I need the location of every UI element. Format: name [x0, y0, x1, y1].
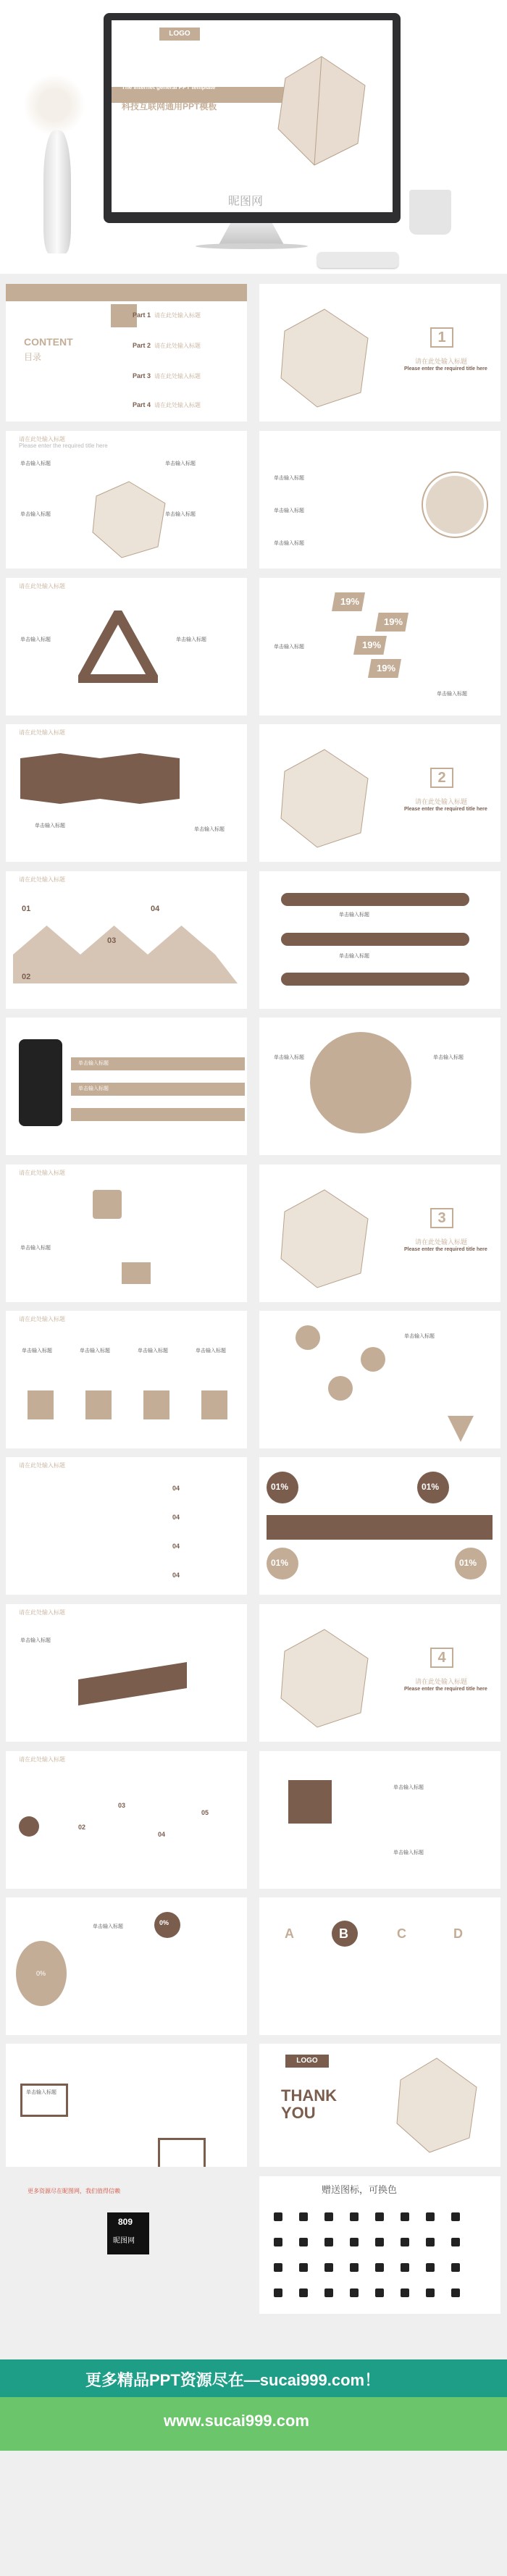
badge-bottom: 昵图网	[113, 2237, 135, 2245]
part-2-text: 请在此处输入标题	[154, 343, 201, 349]
slide-title: 请在此处输入标题	[19, 1609, 65, 1616]
wifi-icon	[299, 2288, 308, 2297]
label-2: 单击输入标题	[194, 827, 225, 832]
slide-fold-banner	[6, 724, 247, 862]
label-1: 单击输入标题	[20, 637, 51, 642]
label-1: 单击输入标题	[393, 1785, 424, 1790]
small-percent-2: 0%	[159, 1919, 169, 1926]
headphones-icon	[274, 2212, 282, 2221]
phone-icon	[299, 2238, 308, 2246]
slide-icons	[259, 2176, 500, 2314]
lock-icon	[299, 2212, 308, 2221]
letter-c: C	[397, 1926, 406, 1941]
part-4-label: Part 4	[133, 401, 151, 408]
puzzle-icon	[288, 1780, 332, 1824]
label-1: 单击输入标题	[274, 645, 304, 650]
hero-watermark: 昵图网	[228, 196, 264, 208]
label-2: 单击输入标题	[274, 508, 304, 513]
mail-icon	[401, 2212, 409, 2221]
percent-box-4: 01%	[459, 1558, 477, 1568]
slide-laptop	[6, 2044, 247, 2167]
percent-box-3: 01%	[271, 1558, 289, 1568]
box-icon	[93, 1190, 122, 1219]
percent-1: 19%	[340, 596, 360, 607]
bell-icon	[375, 2263, 384, 2272]
section-title: 请在此处输入标题	[415, 798, 468, 805]
label-1: 单击输入标题	[35, 823, 65, 828]
slide-title: 请在此处输入标题	[19, 436, 65, 442]
flag-icon	[401, 2263, 409, 2272]
slide-shopping	[6, 1165, 247, 1302]
section-title: 请在此处输入标题	[415, 1238, 468, 1246]
label-2: 单击输入标题	[339, 954, 369, 959]
part-4-text: 请在此处输入标题	[154, 402, 201, 408]
user-icon	[426, 2212, 435, 2221]
share-icon	[274, 2263, 282, 2272]
slide-title: 请在此处输入标题	[19, 1170, 65, 1176]
download-icon	[451, 2238, 460, 2246]
monitor-stand	[219, 223, 284, 245]
part-1-text: 请在此处输入标题	[154, 312, 201, 319]
star-icon	[375, 2238, 384, 2246]
label-1: 单击输入标题	[20, 1638, 51, 1643]
polygon-graphic	[267, 1179, 382, 1295]
gear-icon	[324, 2212, 333, 2221]
slide-puzzle	[259, 1751, 500, 1889]
letter-a: A	[285, 1926, 294, 1941]
footer-note: 更多资源尽在昵图网，我们值得信赖	[28, 2188, 120, 2194]
contents-heading: CONTENT	[24, 336, 73, 348]
slide-triangles	[6, 871, 247, 1009]
flower-image	[14, 72, 94, 138]
promo-text: 更多精品PPT资源尽在—sucai999.com！	[85, 2371, 381, 2389]
chart-icon	[274, 2238, 282, 2246]
video-icon	[426, 2288, 435, 2297]
hero-subtitle: The internet general PPT template	[122, 84, 216, 91]
part-3-label: Part 3	[133, 372, 151, 379]
label-4: 单击输入标题	[165, 512, 196, 517]
label-1: 单击输入标题	[339, 912, 369, 918]
step-4: 04	[172, 1572, 180, 1579]
promo-url[interactable]: www.sucai999.com	[164, 2412, 309, 2430]
part-2-label: Part 2	[133, 342, 151, 349]
slide-circle-nodes	[259, 431, 500, 569]
tag-icon	[375, 2288, 384, 2297]
percent-4: 19%	[377, 663, 396, 674]
slide-section-2	[259, 724, 500, 862]
vase-image	[43, 130, 71, 253]
battery-icon	[274, 2288, 282, 2297]
cloud-icon	[350, 2212, 359, 2221]
polygon-graphic	[267, 739, 382, 855]
slide-title: 请在此处输入标题	[19, 729, 65, 736]
label-2: 单击输入标题	[80, 1348, 110, 1354]
slide-percent-boxes	[259, 1457, 500, 1595]
section-subtitle: Please enter the required title here	[404, 1247, 487, 1252]
label-1: 单击输入标题	[26, 2090, 56, 2095]
number-1: 01	[22, 905, 31, 913]
icons-title: 赠送图标，可换色	[322, 2184, 398, 2195]
slide-magnifier-steps	[6, 1751, 247, 1889]
magnifier-icon	[19, 1816, 39, 1837]
print-icon	[324, 2288, 333, 2297]
label-3: 单击输入标题	[274, 541, 304, 546]
windows-icon	[451, 2263, 460, 2272]
label-1: 单击输入标题	[274, 1055, 304, 1060]
label-2: 单击输入标题	[165, 461, 196, 466]
trash-icon	[426, 2263, 435, 2272]
slide-mind-map	[6, 431, 247, 569]
percent-box-2: 01%	[422, 1482, 440, 1492]
section-subtitle: Please enter the required title here	[404, 366, 487, 372]
label-4: 单击输入标题	[196, 1348, 226, 1354]
section-title: 请在此处输入标题	[415, 1678, 468, 1685]
small-percent-1: 0%	[36, 1970, 46, 1977]
slide-bubble-chain	[259, 1311, 500, 1448]
home-icon	[451, 2212, 460, 2221]
number-4: 04	[151, 905, 160, 913]
polygon-graphic	[256, 35, 387, 180]
slide-percent	[259, 578, 500, 716]
letter-b: B	[339, 1926, 348, 1941]
number-2: 02	[22, 973, 31, 981]
polygon-graphic	[382, 2051, 491, 2160]
step-3: 04	[172, 1543, 180, 1550]
section-number: 1	[430, 327, 453, 348]
contents-subheading: 目录	[24, 352, 42, 362]
section-subtitle: Please enter the required title here	[404, 807, 487, 812]
monitor-screen	[112, 20, 393, 212]
heart-icon	[350, 2238, 359, 2246]
number-4: 04	[158, 1831, 166, 1838]
phone-icon	[19, 1039, 62, 1126]
folder-icon	[426, 2238, 435, 2246]
monitor-foot	[196, 243, 308, 249]
slide-abcd	[259, 1897, 500, 2035]
label-2: 单击输入标题	[433, 1055, 464, 1060]
label-1: 单击输入标题	[22, 1348, 52, 1354]
percent-3: 19%	[362, 639, 382, 650]
slide-ribbon	[6, 1604, 247, 1742]
label-1: 单击输入标题	[274, 476, 304, 481]
slide-title: 请在此处输入标题	[19, 1316, 65, 1322]
slide-gauge	[6, 1897, 247, 2035]
hero-banner	[0, 0, 507, 274]
slide-pillars	[6, 1311, 247, 1448]
thanks-text: THANK YOU	[281, 2086, 337, 2122]
hero-title: 科技互联网通用PPT模板	[122, 101, 217, 112]
pencil-cup-image	[409, 190, 451, 235]
calendar-icon	[401, 2238, 409, 2246]
badge-top: 809	[118, 2217, 133, 2227]
footer-note-panel	[6, 2176, 247, 2314]
section-number: 4	[430, 1648, 453, 1668]
cart-icon	[299, 2263, 308, 2272]
section-number: 3	[430, 1208, 453, 1228]
thanks-logo: LOGO	[285, 2055, 329, 2068]
label-3: 单击输入标题	[20, 512, 51, 517]
link-icon	[401, 2288, 409, 2297]
section-number: 2	[430, 768, 453, 788]
polygon-graphic	[267, 298, 382, 414]
slide-section-3	[259, 1165, 500, 1302]
step-2: 04	[172, 1514, 180, 1521]
slide-subtitle: Please enter the required title here	[19, 442, 108, 449]
globe-icon	[324, 2263, 333, 2272]
slide-section-4	[259, 1604, 500, 1742]
slide-steps	[6, 1457, 247, 1595]
label-3: 单击输入标题	[138, 1348, 168, 1354]
label-1: 单击输入标题	[78, 1061, 109, 1066]
camera-icon	[324, 2238, 333, 2246]
label-2: 单击输入标题	[393, 1850, 424, 1855]
number-5: 05	[201, 1809, 209, 1816]
percent-box-1: 01%	[271, 1482, 289, 1492]
search-icon	[375, 2212, 384, 2221]
part-3-text: 请在此处输入标题	[154, 373, 201, 379]
clock-icon	[350, 2263, 359, 2272]
label-1: 单击输入标题	[404, 1334, 435, 1339]
slide-title: 请在此处输入标题	[19, 1756, 65, 1763]
label-1: 单击输入标题	[93, 1924, 123, 1929]
slide-contents	[6, 284, 247, 421]
pin-icon	[350, 2288, 359, 2297]
number-2: 02	[78, 1824, 86, 1831]
slide-title: 请在此处输入标题	[19, 583, 65, 590]
label-2: 单击输入标题	[78, 1086, 109, 1091]
keyboard-image	[317, 252, 398, 268]
label-1: 单击输入标题	[20, 461, 51, 466]
slide-circle-icons	[259, 1018, 500, 1155]
laptop-icon-2	[158, 2138, 206, 2167]
section-title: 请在此处输入标题	[415, 358, 468, 365]
slide-snake-path	[259, 871, 500, 1009]
step-1: 04	[172, 1485, 180, 1492]
number-3: 03	[118, 1802, 126, 1809]
label-2: 单击输入标题	[437, 692, 467, 697]
cart-icon	[122, 1262, 151, 1284]
label-2: 单击输入标题	[176, 637, 206, 642]
slide-thank-you	[259, 2044, 500, 2167]
label-1: 单击输入标题	[20, 1246, 51, 1251]
recycle-icon	[78, 611, 158, 683]
slide-phone	[6, 1018, 247, 1155]
polygon-graphic	[267, 1619, 382, 1734]
slide-section-1	[259, 284, 500, 421]
slide-recycle	[6, 578, 247, 716]
part-1-label: Part 1	[133, 311, 151, 319]
letter-d: D	[453, 1926, 463, 1941]
hero-logo: LOGO	[159, 28, 200, 41]
percent-2: 19%	[384, 616, 403, 627]
section-subtitle: Please enter the required title here	[404, 1687, 487, 1692]
number-3: 03	[107, 936, 117, 945]
slide-title: 请在此处输入标题	[19, 876, 65, 883]
slide-title: 请在此处输入标题	[19, 1462, 65, 1469]
polygon-graphic	[78, 474, 180, 561]
music-icon	[451, 2288, 460, 2297]
